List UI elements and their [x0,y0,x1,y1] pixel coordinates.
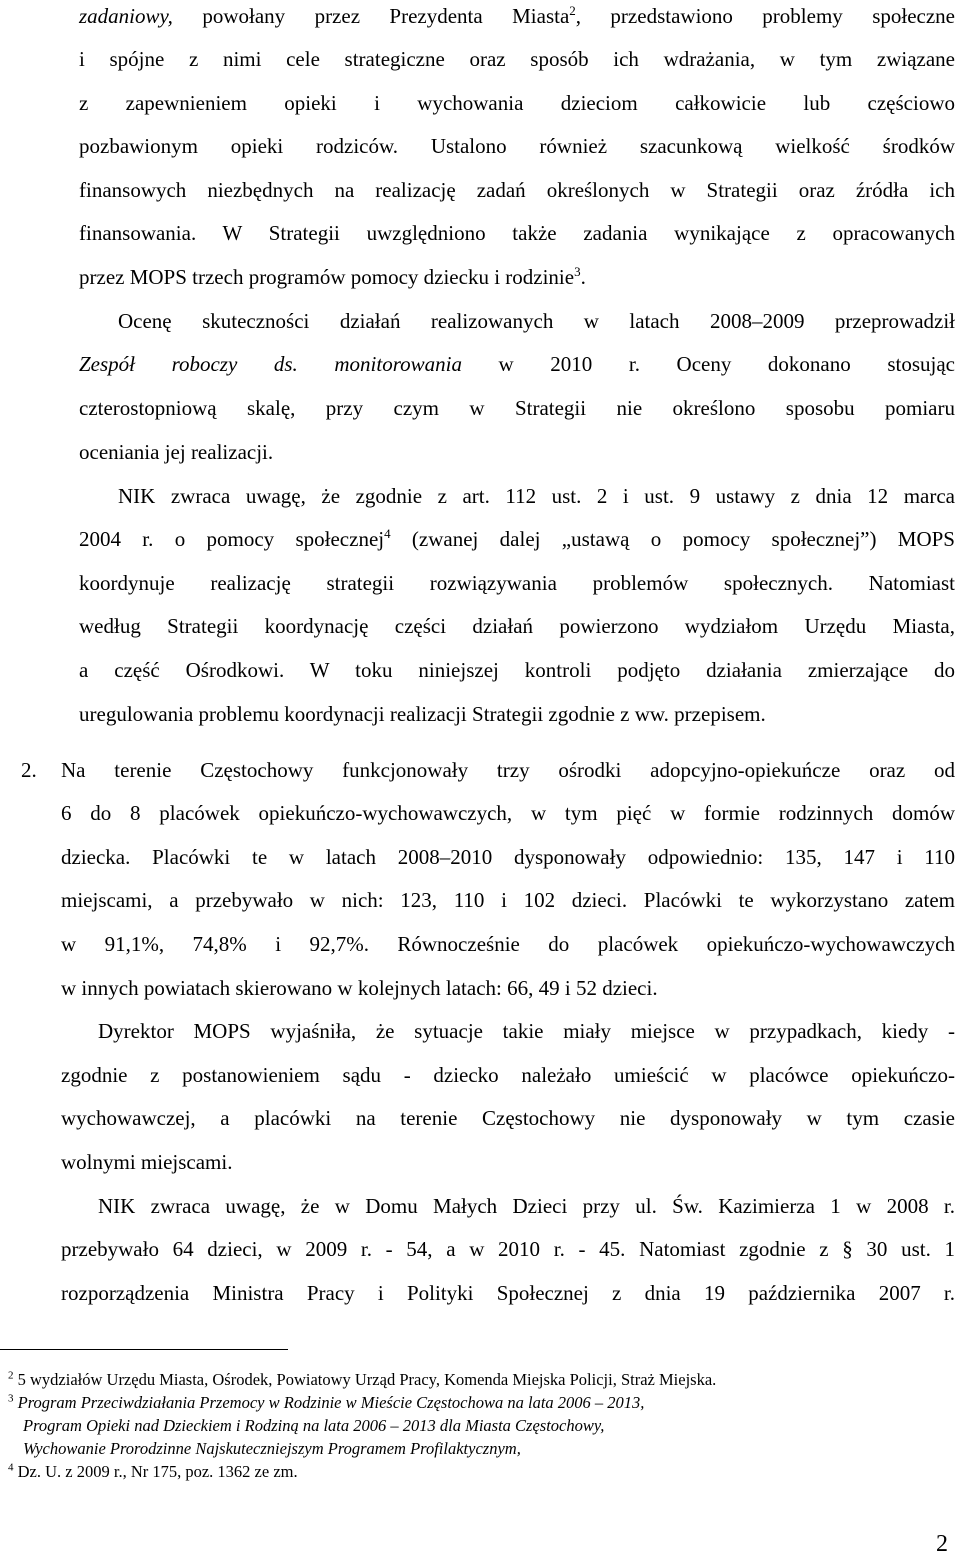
body-line: finansowych niezbędnych na realizację zadań określonych w Strategii oraz źródła ich [79,178,955,202]
text: 2004 r. o pomocy społecznej [79,527,385,551]
body-line: czterostopniową skalę, przy czym w Strategii nie określono sposobu pomiaru [79,396,955,420]
body-line: finansowania. W Strategii uwzględniono także zadania wynikające z opracowanych [79,221,955,245]
text: powołany przez Prezydenta Miasta [172,4,570,28]
list-number: 2. [21,758,37,782]
footnote-text: Dz. U. z 2009 r., Nr 175, poz. 1362 ze zm. [17,1462,298,1481]
italic-text: Zespół roboczy ds. monitorowania [79,352,462,376]
body-line [79,351,955,377]
footnote-number: 4 [8,1461,14,1474]
body-line: koordynuje realizację strategii rozwiązywania problemów społecznych. Natomiast [79,571,955,595]
footnote-number: 3 [8,1392,14,1405]
body-line [79,264,955,290]
body-line: Na terenie Częstochowy funkcjonowały trzy ośrodki adopcyjno-opiekuńcze oraz od [61,758,955,782]
body-line: NIK zwraca uwagę, że zgodnie z art. 112 ust. 2 i ust. 9 ustawy z dnia 12 marca [118,484,955,508]
body-line: i spójne z nimi cele strategiczne oraz sposób ich wdrażania, w tym związane [79,47,955,71]
footnote-number: 2 [8,1369,14,1382]
body-line: Dyrektor MOPS wyjaśniła, że sytuacje takie miały miejsce w przypadkach, kiedy - [98,1019,955,1043]
text: , przedstawiono problemy społeczne [575,4,955,28]
footnote-3-line-2: Program Opieki nad Dzieckiem i Rodziną na lata 2006 – 2013 dla Miasta Częstochowy, [23,1416,605,1435]
text: w 2010 r. Oceny dokonano stosując [461,352,955,376]
body-line: w 91,1%, 74,8% i 92,7%. Równocześnie do placówek opiekuńczo-wychowawczych [61,932,955,956]
body-line: miejscami, a przebywało w nich: 123, 110 i 102 dzieci. Placówki te wykorzystano zatem [61,888,955,912]
body-line: w innych powiatach skierowano w kolejnych latach: 66, 49 i 52 dzieci. [61,976,658,1000]
italic-text: zadaniowy, [79,4,173,28]
footnote-separator [0,1349,288,1350]
body-line: wychowawczej, a placówki na terenie Częstochowy nie dysponowały w tym czasie [61,1106,955,1130]
body-line: oceniania jej realizacji. [79,440,274,464]
body-line: według Strategii koordynację części działań powierzono wydziałom Urzędu Miasta, [79,614,955,638]
body-line: pozbawionym opieki rodziców. Ustalono również szacunkową wielkość środków [79,134,955,158]
text: . [580,265,586,289]
footnote-ref[interactable]: 4 [384,526,391,541]
text: (zwanej dalej „ustawą o pomocy społecznej”) MOPS [390,527,955,551]
page-number: 2 [936,1531,948,1557]
footnote-text: 5 wydziałów Urzędu Miasta, Ośrodek, Powiatowy Urząd Pracy, Komenda Miejska Policji, Straż Miejska. [17,1370,717,1389]
text: przez MOPS trzech programów pomocy dziecku i rodzinie [79,265,575,289]
body-line: dziecka. Placówki te w latach 2008–2010 dysponowały odpowiednio: 135, 147 i 110 [61,845,955,869]
body-line: uregulowania problemu koordynacji realizacji Strategii zgodnie z ww. przepisem. [79,702,766,726]
body-line: wolnymi miejscami. [61,1150,233,1174]
body-line [79,3,955,29]
body-line: 6 do 8 placówek opiekuńczo-wychowawczych, w tym pięć w formie rodzinnych domów [61,801,955,825]
body-line: Ocenę skuteczności działań realizowanych w latach 2008–2009 przeprowadził [118,309,955,333]
body-line [79,526,955,552]
footnote-text: Program Przeciwdziałania Przemocy w Rodzinie w Mieście Częstochowa na lata 2006 – 2013, [17,1393,645,1412]
footnote-2 [8,1370,716,1390]
footnote-4 [8,1462,298,1482]
footnote-ref[interactable]: 2 [569,3,576,18]
footnote-3-line-3: Wychowanie Prorodzinne Najskuteczniejszym Programem Profilaktycznym, [23,1439,521,1458]
body-line: NIK zwraca uwagę, że w Domu Małych Dzieci przy ul. Św. Kazimierza 1 w 2008 r. [98,1194,955,1218]
body-line: a część Ośrodkowi. W toku niniejszej kontroli podjęto działania zmierzające do [79,658,955,682]
body-line: rozporządzenia Ministra Pracy i Polityki Społecznej z dnia 19 października 2007 r. [61,1281,955,1305]
footnote-3 [8,1393,644,1413]
body-line: zgodnie z postanowieniem sądu - dziecko należało umieścić w placówce opiekuńczo- [61,1063,955,1087]
footnote-ref[interactable]: 3 [574,264,581,279]
body-line: z zapewnieniem opieki i wychowania dzieciom całkowicie lub częściowo [79,91,955,115]
body-line: przebywało 64 dzieci, w 2009 r. - 54, a w 2010 r. - 45. Natomiast zgodnie z § 30 ust. 1 [61,1237,955,1261]
